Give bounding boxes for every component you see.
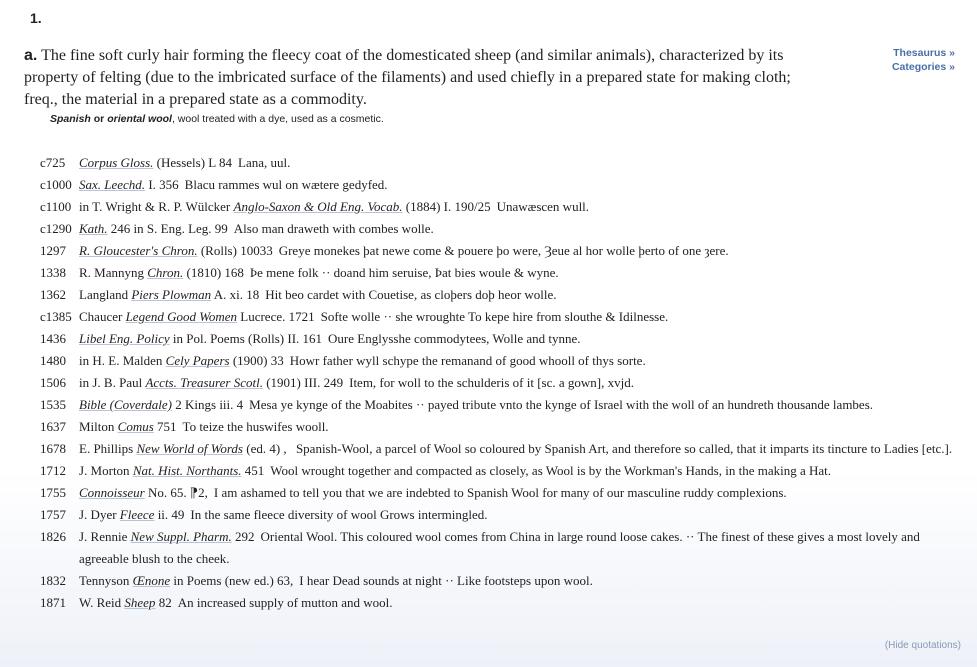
quotation-text: Hit beo cardet with Couetise, as cloþers doþ heor wolle. [265, 287, 557, 302]
definition-text: The fine soft curly hair forming the fleecy coat of the domesticated sheep (and similar animals), characterized by its property of felting (due to the imbricated surface of the filaments) and used chiefly in a prepared state for making cloth; freq., the material in a prepared state as a commodity. [24, 47, 791, 108]
quotation-text: In the same fleece diversity of wool Grows intermingled. [190, 507, 488, 522]
quotation-row [40, 218, 955, 240]
quotation-text: Þe mene folk ·· doand him seruise, Þat bies woule & wyne. [249, 265, 559, 280]
usage-note [50, 113, 384, 125]
quotation-work[interactable]: Cely Papers [165, 353, 230, 368]
quotation-row [40, 174, 955, 196]
quotation-text: An increased supply of mutton and wool. [177, 595, 393, 610]
quotation-ref: (1884) I. 190/25 [402, 199, 491, 214]
quotation-ref: 292 [231, 529, 255, 544]
quotation-row [40, 284, 955, 306]
quotation-author: J. Morton [79, 463, 133, 478]
sense-number: 1. [30, 10, 42, 26]
quotation-text: Wool wrought together and compacted as closely, as Wool is by the Workman's Hands, in the making a Hat. [270, 463, 832, 478]
quotation-ref: in Pol. Poems (Rolls) II. 161 [169, 331, 323, 346]
quotation-author: in J. B. Paul [79, 375, 146, 390]
hide-quotations-link[interactable]: (Hide quotations) [884, 640, 961, 651]
quotation-ref: 82 [155, 595, 172, 610]
quotation-text: Softe wolle ·· she wroughte To kepe hire from slouthe & Idilnesse. [320, 309, 669, 324]
quotation-ref: (1900) 33 [229, 353, 284, 368]
quotation-row [40, 482, 955, 504]
quotation-date: 1832 [40, 573, 66, 588]
quotation-work[interactable]: Legend Good Women [125, 309, 238, 324]
quotation-author: E. Phillips [79, 441, 137, 456]
quotation-author: Tennyson [79, 573, 133, 588]
quotation-work[interactable]: New World of Words [136, 441, 243, 456]
quotation-text: I hear Dead sounds at night ·· Like footsteps upon wool. [299, 573, 593, 588]
quotation-date: 1678 [40, 441, 66, 456]
quotation-text: Lana, uul. [238, 155, 291, 170]
quotation-work[interactable]: Anglo-Saxon & Old Eng. Vocab. [233, 199, 403, 214]
quotation-ref: 751 [153, 419, 177, 434]
quotation-ref: ii. 49 [154, 507, 185, 522]
quotation-text: I am ashamed to tell you that we are indebted to Spanish Wool for many of our masculine ruddy complexions. [213, 485, 787, 500]
quotation-ref: No. 65. ⁋2, [144, 485, 208, 500]
note-term-spanish: Spanish [50, 113, 91, 125]
quotation-work[interactable]: Sheep [124, 595, 156, 610]
quotation-date: 1506 [40, 375, 66, 390]
quotation-work[interactable]: Connoisseur [79, 485, 145, 500]
quotation-row [40, 328, 955, 350]
quotation-row [40, 350, 955, 372]
quotation-date: 1480 [40, 353, 66, 368]
quotation-author: in H. E. Malden [79, 353, 166, 368]
quotation-row [40, 196, 955, 218]
thesaurus-link[interactable]: Thesaurus » [893, 47, 955, 59]
quotation-text: Greye monekes þat newe come & pouere þo were, Ȝeue al hor wolle þerto of one ȝere. [278, 243, 729, 258]
quotation-work[interactable]: Bible (Coverdale) [79, 397, 173, 412]
quotation-row [40, 526, 955, 570]
quotation-work[interactable]: Œnone [132, 573, 171, 588]
quotation-text: Oriental Wool. This coloured wool comes from China in large round loose cakes. ·· The finest of these gives a most lovely and agreeable blush to the cheek. [79, 529, 920, 566]
quotation-work[interactable]: Sax. Leechd. [79, 177, 146, 192]
quotation-author: J. Dyer [79, 507, 120, 522]
quotation-work[interactable]: Kath. [79, 221, 108, 236]
quotation-work[interactable]: Accts. Treasurer Scotl. [145, 375, 263, 390]
quotation-text: Spanish-Wool, a parcel of Wool so coloured by Spanish Art, and therefore so called, that it imparts its tincture to Ladies [etc.]. [295, 441, 953, 456]
quotation-date: 1712 [40, 463, 66, 478]
quotation-text: Howr father wyll schype the remanand of good whooll of thys sorte. [289, 353, 646, 368]
quotation-author: Chaucer [79, 309, 126, 324]
quotation-row [40, 570, 955, 592]
quotation-ref: Lucrece. 1721 [237, 309, 315, 324]
quotation-text: Oure Englysshe commodytees, Wolle and tynne. [328, 331, 581, 346]
categories-link[interactable]: Categories » [891, 61, 955, 73]
quotation-ref: (Hessels) L 84 [153, 155, 233, 170]
quotation-date: c1385 [40, 309, 72, 324]
quotation-date: 1871 [40, 595, 66, 610]
quotation-work[interactable]: Corpus Gloss. [79, 155, 154, 170]
quotation-row [40, 240, 955, 262]
side-links [892, 46, 955, 74]
quotation-text: To teize the huswifes wooll. [182, 419, 329, 434]
quotation-work[interactable]: R. Gloucester's Chron. [79, 243, 198, 258]
quotation-ref: (1901) III. 249 [262, 375, 344, 390]
quotation-date: 1436 [40, 331, 66, 346]
quotation-work[interactable]: Chron. [147, 265, 184, 280]
quotation-date: 1338 [40, 265, 66, 280]
note-term-oriental: oriental wool [107, 113, 172, 125]
quotation-ref: in Poems (new ed.) 63, [170, 573, 294, 588]
quotation-row [40, 460, 955, 482]
quotation-author: in T. Wright & R. P. Wülcker [79, 199, 234, 214]
quotation-row [40, 504, 955, 526]
quotation-work[interactable]: Nat. Hist. Northants. [132, 463, 242, 478]
quotation-ref: (1810) 168 [183, 265, 244, 280]
quotation-date: 1826 [40, 529, 66, 544]
definition [24, 45, 824, 111]
quotation-text: Unawæscen wull. [496, 199, 590, 214]
quotation-date: 1535 [40, 397, 66, 412]
quotation-row [40, 152, 955, 174]
quotation-author: Milton [79, 419, 118, 434]
quotation-date: c725 [40, 155, 66, 170]
quotation-date: c1000 [40, 177, 72, 192]
quotation-row [40, 416, 955, 438]
quotation-date: 1637 [40, 419, 66, 434]
quotation-author: J. Rennie [79, 529, 131, 544]
quotation-ref: A. xi. 18 [211, 287, 260, 302]
quotation-list [40, 152, 955, 614]
quotation-work[interactable]: Libel Eng. Policy [79, 331, 170, 346]
quotation-row [40, 372, 955, 394]
quotation-work[interactable]: Fleece [119, 507, 155, 522]
note-joiner: or [90, 113, 108, 125]
note-text: , wool treated with a dye, used as a cosmetic. [171, 113, 384, 125]
quotation-author: Langland [79, 287, 132, 302]
quotation-row [40, 592, 955, 614]
quotation-ref: 2 Kings iii. 4 [172, 397, 244, 412]
quotation-ref: (ed. 4) , [243, 441, 290, 456]
quotation-date: 1757 [40, 507, 66, 522]
quotation-row [40, 394, 955, 416]
quotation-text: Blacu rammes wul on wætere gedyfed. [184, 177, 388, 192]
quotation-date: c1290 [40, 221, 72, 236]
quotation-ref: 451 [241, 463, 265, 478]
quotation-row [40, 306, 955, 328]
quotation-work[interactable]: Comus [117, 419, 154, 434]
quotation-author: R. Mannyng [79, 265, 148, 280]
quotation-text: Also man draweth with combes wolle. [233, 221, 434, 236]
quotation-date: 1297 [40, 243, 66, 258]
quotation-author: W. Reid [79, 595, 125, 610]
quotation-work[interactable]: Piers Plowman [131, 287, 212, 302]
quotation-work[interactable]: New Suppl. Pharm. [130, 529, 232, 544]
quotation-text: Mesa ye kynge of the Moabites ·· payed tribute vnto the kynge of Israel with the woll of an hundreth thousande lambes. [249, 397, 874, 412]
quotation-text: Item, for woll to the schulderis of it [sc. a gown], xvjd. [349, 375, 634, 390]
quotation-ref: I. 356 [145, 177, 179, 192]
quotation-row [40, 262, 955, 284]
quotation-row [40, 438, 955, 460]
quotation-ref: 246 in S. Eng. Leg. 99 [107, 221, 228, 236]
quotation-date: 1755 [40, 485, 66, 500]
quotation-date: 1362 [40, 287, 66, 302]
quotation-date: c1100 [40, 199, 72, 214]
sub-sense-label: a. [24, 47, 38, 64]
quotation-ref: (Rolls) 10033 [197, 243, 273, 258]
